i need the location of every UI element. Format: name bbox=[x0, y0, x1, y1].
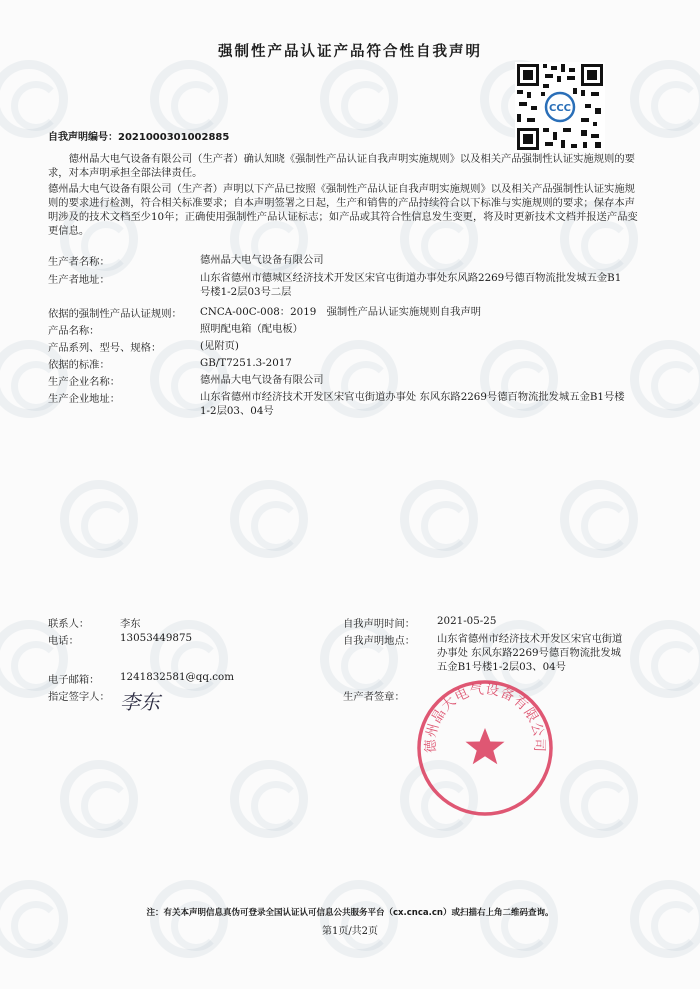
qr-code[interactable] bbox=[515, 62, 605, 152]
declaration-number bbox=[48, 128, 229, 143]
email-value: 1241832581@qq.com bbox=[120, 671, 234, 683]
declaration-number-label: 自我声明编号： bbox=[48, 132, 118, 143]
field-label: 生产者名称： bbox=[48, 256, 110, 268]
seal-text: 德州晶大电气设备有限公司 bbox=[422, 681, 548, 754]
field-value: 照明配电箱（配电板） bbox=[200, 323, 303, 335]
field-value: GB/T7251.3-2017 bbox=[200, 357, 292, 369]
signer-signature: 李东 bbox=[120, 690, 160, 714]
field-value: 山东省德州市德城区经济技术开发区宋官屯街道办事处东风路2269号德百物流批发城五金B1号楼1-2层03号二层 bbox=[200, 272, 622, 298]
producer-seal-label: 生产者签章： bbox=[343, 691, 405, 703]
phone-value: 13053449875 bbox=[120, 632, 193, 644]
field-value: 山东省德州市经济技术开发区宋官屯街道办事处 东风东路2269号德百物流批发城五金B1号楼1-2层03、04号 bbox=[200, 391, 625, 417]
field-value: 德州晶大电气设备有限公司 bbox=[200, 374, 324, 386]
field-label: 依据的标准： bbox=[48, 359, 110, 371]
declaration-place-value: 山东省德州市经济技术开发区宋官屯街道办事处 东风东路2269号德百物流批发城五金B1号楼1-2层03、04号 bbox=[437, 633, 623, 673]
footnote: 注：有关本声明信息真伪可登录全国认证认可信息公共服务平台（cx.cnca.cn）或扫描右上角二维码查询。 bbox=[146, 908, 554, 918]
field-label: 产品系列、型号、规格： bbox=[48, 342, 162, 354]
declaration-time-label: 自我声明时间： bbox=[343, 618, 416, 630]
contact-person-value: 李东 bbox=[120, 618, 141, 630]
field-label: 产品名称： bbox=[48, 325, 100, 337]
declaration-time-value: 2021-05-25 bbox=[437, 615, 497, 627]
email-label: 电子邮箱： bbox=[48, 674, 100, 686]
field-value: 德州晶大电气设备有限公司 bbox=[200, 254, 324, 266]
field-value: (见附页) bbox=[200, 340, 239, 352]
page-title: 强制性产品认证产品符合性自我声明 bbox=[218, 44, 482, 60]
svg-text:CCC: CCC bbox=[548, 103, 572, 114]
phone-label: 电话： bbox=[48, 635, 79, 647]
company-seal bbox=[415, 678, 555, 818]
field-label: 依据的强制性产品认证规则： bbox=[48, 308, 182, 320]
page-number: 第1页/共2页 bbox=[321, 926, 379, 937]
declaration-place-label: 自我声明地点： bbox=[343, 635, 416, 647]
field-value: CNCA-00C-008：2019 强制性产品认证实施规则自我声明 bbox=[200, 306, 482, 318]
contact-person-label: 联系人： bbox=[48, 618, 90, 630]
field-label: 生产者地址： bbox=[48, 274, 110, 286]
declaration-number-value: 2021000301002885 bbox=[118, 132, 230, 143]
signer-label: 指定签字人： bbox=[48, 691, 110, 703]
intro-paragraph-2: 德州晶大电气设备有限公司（生产者）声明以下产品已按照《强制性产品认证自我声明实施规则》以及相关产品强制性认证实施规则的要求进行检测，符合相关标准要求；自本声明签署之日起，生产和销售的产品持续符合以下标准与实施规则的要求；保存本声明涉及的技术文档至少10年；正确使用强制性产品认证标志；如产品或其符合性信息发生变更，将及时更新技术文档并报送产品变更信息。 bbox=[48, 183, 638, 237]
intro-paragraph-1: 德州晶大电气设备有限公司（生产者）确认知晓《强制性产品认证自我声明实施规则》以及相关产品强制性认证实施规则的要求，对本声明承担全部法律责任。 bbox=[48, 153, 635, 179]
field-label: 生产企业地址： bbox=[48, 393, 121, 405]
field-label: 生产企业名称： bbox=[48, 376, 121, 388]
